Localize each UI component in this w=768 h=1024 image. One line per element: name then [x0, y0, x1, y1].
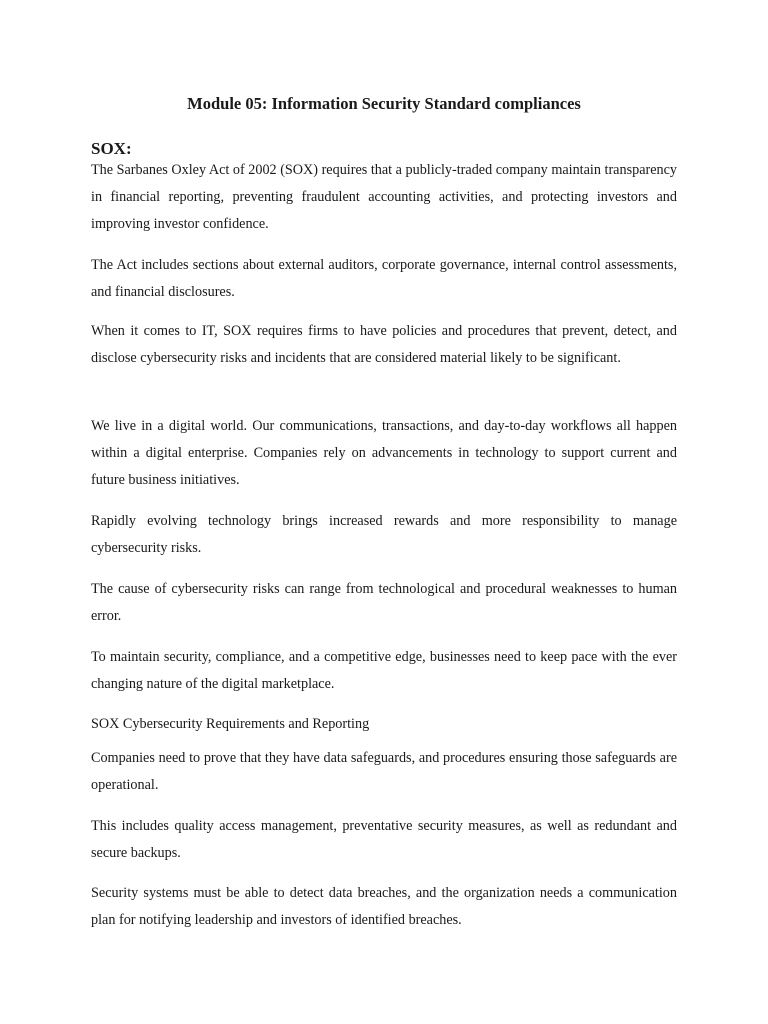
paragraph-9: This includes quality access management, preventative security measures, as well as redundant and secure backups. — [91, 818, 677, 861]
paragraph-8: Companies need to prove that they have data safeguards, and procedures ensuring those safeguards are operational. — [91, 750, 677, 793]
paragraph-10: Security systems must be able to detect data breaches, and the organization needs a communication plan for notifying leadership and investors of identified breaches. — [91, 885, 677, 928]
paragraph-2: The Act includes sections about external auditors, corporate governance, internal control assessments, and financial disclosures. — [91, 257, 677, 300]
paragraph-1: The Sarbanes Oxley Act of 2002 (SOX) requires that a publicly-traded company maintain transparency in financial reporting, preventing fraudulent accounting activities, and protecting investors and improving investor confidence. — [91, 162, 677, 232]
paragraph-6: The cause of cybersecurity risks can range from technological and procedural weaknesses to human error. — [91, 581, 677, 624]
paragraph-4: We live in a digital world. Our communications, transactions, and day-to-day workflows all happen within a digital enterprise. Companies rely on advancements in technology to support current and future business initiatives. — [91, 418, 677, 488]
section-heading-sox: SOX: — [91, 139, 132, 158]
paragraph-5: Rapidly evolving technology brings increased rewards and more responsibility to manage cybersecurity risks. — [91, 513, 677, 556]
paragraph-3: When it comes to IT, SOX requires firms to have policies and procedures that prevent, detect, and disclose cybersecurity risks and incidents that are considered material likely to be significant. — [91, 323, 677, 366]
subheading-sox-requirements: SOX Cybersecurity Requirements and Reporting — [91, 716, 370, 732]
page-title: Module 05: Information Security Standard compliances — [187, 94, 581, 113]
paragraph-7: To maintain security, compliance, and a competitive edge, businesses need to keep pace with the ever changing nature of the digital marketplace. — [91, 649, 677, 692]
